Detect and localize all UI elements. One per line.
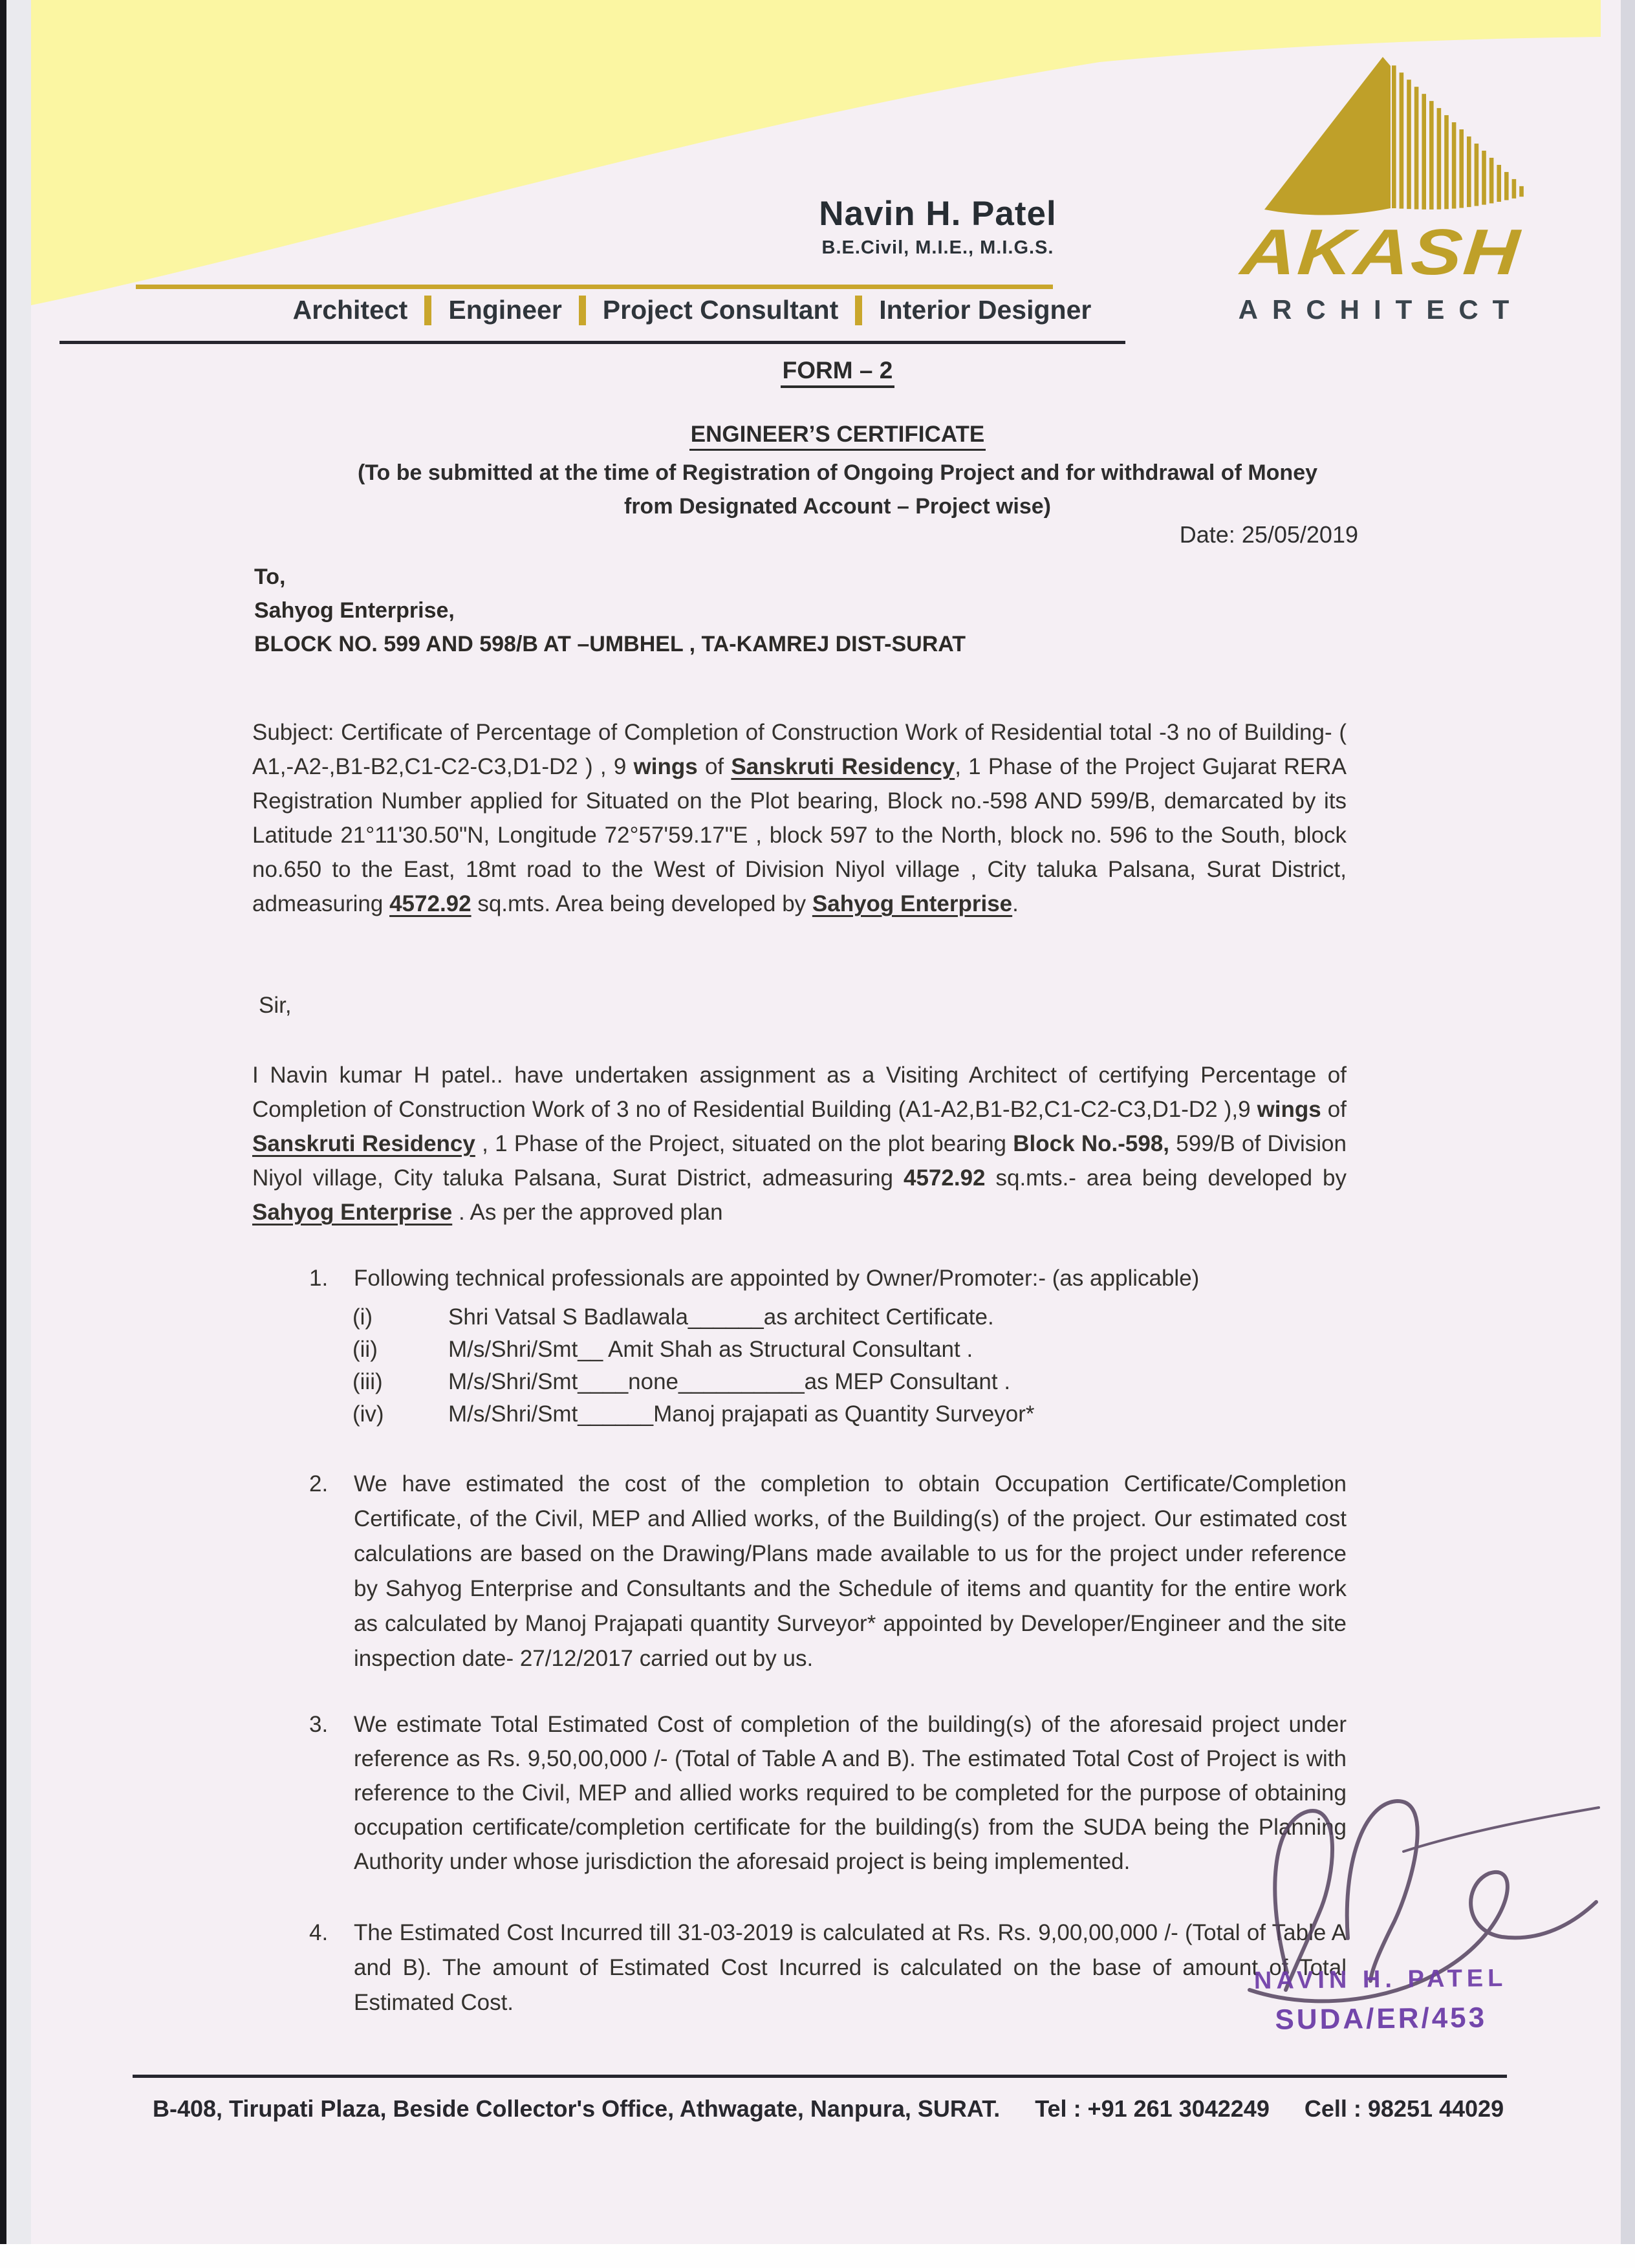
numbered-item-1 (309, 1261, 1347, 1295)
appointed-professionals-list (352, 1301, 1258, 1431)
subject-paragraph: Subject: Certificate of Percentage of Completion of Construction Work of Residential total -3 no of Building- ( A1,-A2-,B1-B2,C1-C2-C3,D1-D2 ) , 9 wings of Sanskruti Residency, 1 Phase of the Project Gujarat RERA Registration Number applied for Situated on the Plot bearing, Block no.-598 AND 599/B, demarcated by its Latitude 21°11'30.50"N, Longitude 72°57'59.17"E , block 597 to the North, block no. 596 to the South, block no.650 to the East, 18mt road to the West of Division Niyol village , City taluka Palsana, Surat District, admeasuring 4572.92 sq.mts. Area being developed by Sahyog Enterprise. (252, 720, 1347, 916)
item-number: 3. (309, 1712, 329, 1737)
role-separator-icon (855, 296, 862, 325)
addressee-salutation: To, (254, 565, 286, 589)
item-number: 2. (309, 1471, 329, 1496)
salutation-sir: Sir, (259, 993, 292, 1018)
subitem-number: (iv) (352, 1401, 384, 1427)
role-separator-icon (579, 296, 586, 325)
certificate-subtitle-line2: from Designated Account – Project wise) (624, 494, 1051, 519)
role-engineer: Engineer (448, 295, 562, 325)
role-project-consultant: Project Consultant (602, 295, 839, 325)
intro-paragraph: I Navin kumar H patel.. have undertaken assignment as a Visiting Architect of certifying Percentage of Completion of Construction Work of 3 no of Residential Building (A1-A2,B1-B2,C1-C2-C3,D1-D2 ),9 wings of Sanskruti Residency , 1 Phase of the Project, situated on the plot bearing Block No.-598, 599/B of Division Niyol village, City taluka Palsana, Surat District, admeasuring 4572.92 sq.mts.- area being developed by Sahyog Enterprise . As per the approved plan (252, 1063, 1347, 1225)
approval-stamp (1225, 1964, 1536, 2036)
footer-cell: Cell : 98251 44029 (1304, 2095, 1504, 2122)
item-number: 1. (309, 1266, 329, 1291)
numbered-item-3 (309, 1707, 1347, 1879)
item-text: Following technical professionals are appointed by Owner/Promoter:- (as applicable) (354, 1266, 1200, 1291)
subitem-number: (i) (352, 1304, 373, 1330)
subitem-number: (iii) (352, 1369, 383, 1394)
numbered-item-4 (309, 1916, 1347, 2020)
item-text: We have estimated the cost of the completion to obtain Occupation Certificate/Completion Certificate, of the Civil, MEP and Allied works, of the Building(s) of the project. Our estimated cost calculations are based on the Drawing/Plans made available to us for the project under reference by Sahyog Enterprise and Consultants and the Schedule of items and quantity for the entire work as calculated by Manoj Prajapati quantity Surveyor* appointed by Developer/Engineer and the site inspection date- 27/12/2017 carried out by us. (354, 1471, 1347, 1671)
role-interior-designer: Interior Designer (879, 295, 1092, 325)
subitem-row (352, 1398, 1258, 1431)
scanner-edge-light (6, 0, 31, 2244)
subitem-text: M/s/Shri/Smt______Manoj prajapati as Quantity Surveyor* (448, 1401, 1035, 1427)
addressee-address: BLOCK NO. 599 AND 598/B AT –UMBHEL , TA-KAMREJ DIST-SURAT (254, 632, 966, 656)
certificate-title: ENGINEER’S CERTIFICATE (259, 422, 1416, 448)
subitem-row (352, 1366, 1258, 1398)
certificate-subtitle-line1: (To be submitted at the time of Registration of Ongoing Project and for withdrawal of Money (357, 460, 1318, 485)
scanner-edge-right (1621, 0, 1635, 2244)
subitem-text: Shri Vatsal S Badlawala______as architect Certificate. (448, 1304, 994, 1330)
akash-subtitle-text: ARCHITECT (1238, 294, 1524, 325)
header-rule (60, 341, 1125, 344)
addressee-name: Sahyog Enterprise, (254, 598, 455, 623)
form-number: FORM – 2 (259, 357, 1416, 384)
stamp-name: NAVIN H. PATEL (1253, 1964, 1508, 1995)
item-text: The Estimated Cost Incurred till 31-03-2019 is calculated at Rs. Rs. 9,00,00,000 /- (Total of Table A and B). The amount of Estimated Cost Incurred is calculated on the base of amount of Total Estimated Cost. (354, 1920, 1347, 2015)
footer-rule (133, 2075, 1507, 2078)
subitem-text: M/s/Shri/Smt____none__________as MEP Consultant . (448, 1369, 1011, 1394)
role-separator-icon (424, 296, 431, 325)
scanner-bottom-band (0, 2244, 1635, 2268)
akash-brand-text: AKASH (1238, 216, 1524, 288)
footer-tel: Tel : +91 261 3042249 (1035, 2095, 1270, 2122)
subitem-row (352, 1301, 1258, 1334)
item-number: 4. (309, 1920, 329, 1945)
scanner-edge-dark (0, 0, 6, 2244)
footer (138, 2095, 1506, 2122)
date-line: Date: 25/05/2019 (1179, 521, 1358, 548)
role-architect: Architect (292, 295, 408, 325)
numbered-item-2 (309, 1467, 1347, 1676)
subitem-number: (ii) (352, 1337, 378, 1362)
stamp-registration: SUDA/ER/453 (1275, 2002, 1488, 2036)
architect-name: Navin H. Patel (819, 195, 1057, 233)
letterhead (744, 194, 1132, 259)
roles-row (272, 295, 1112, 325)
architect-credentials: B.E.Civil, M.I.E., M.I.G.S. (821, 237, 1054, 258)
subitem-row (352, 1334, 1258, 1366)
addressee-block (254, 560, 1354, 661)
gold-rule (136, 285, 1053, 289)
item-text: We estimate Total Estimated Cost of completion of the building(s) of the aforesaid project under reference as Rs. 9,50,00,000 /- (Total of Table A and B). The estimated Total Cost of Project is with reference to the Civil, MEP and allied works required to be completed for the purpose of obtaining occupation certificate/completion certificate for the building(s) from the SUDA being the Planning Authority under whose jurisdiction the aforesaid project is being implemented. (354, 1712, 1347, 1874)
akash-logo (1229, 47, 1533, 325)
footer-address: B-408, Tirupati Plaza, Beside Collector's Office, Athwagate, Nanpura, SURAT. (153, 2095, 1001, 2122)
subitem-text: M/s/Shri/Smt__ Amit Shah as Structural Consultant . (448, 1337, 973, 1362)
